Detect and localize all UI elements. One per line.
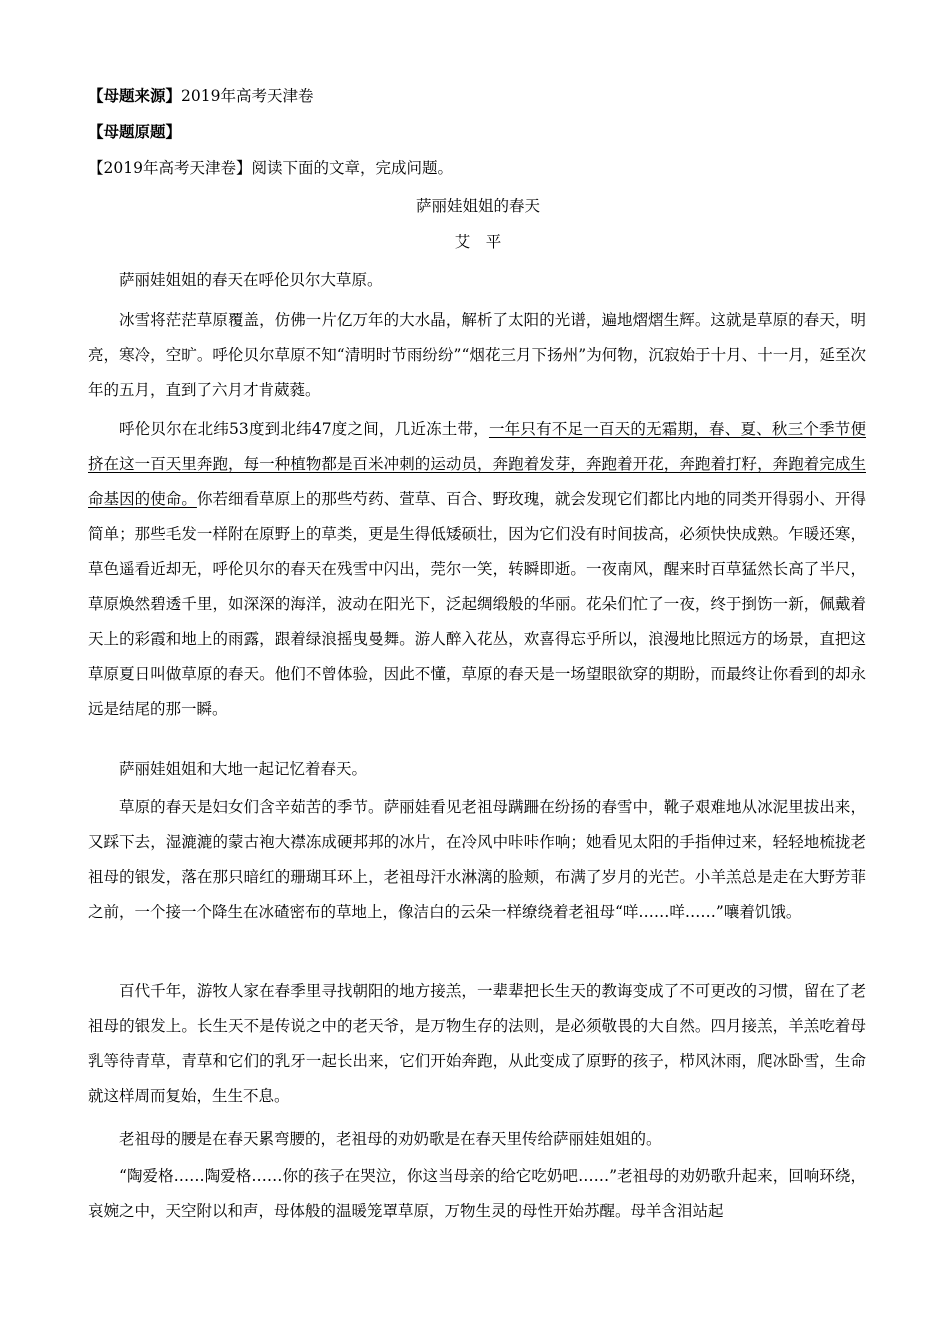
paragraph-3-before: 呼伦贝尔在北纬53度到北纬47度之间，几近冻土带，	[119, 420, 489, 438]
article-author: 艾 平	[454, 233, 502, 251]
intro-tag: 【2019年高考天津卷】	[88, 159, 252, 177]
paragraph-1: 萨丽娃姐姐的春天在呼伦贝尔大草原。	[119, 271, 383, 289]
paragraph-3-underlined: 一年只有不足一百天的无霜期，春、夏、秋三个季节便挤在这一百天里奔跑，每一种植物都是百米冲刺的运动员，奔跑着发芽，奔跑着开花，奔跑着打籽，奔跑着完成生命基因的使命。	[88, 420, 866, 508]
paragraph-4: 萨丽娃姐姐和大地一起记忆着春天。	[119, 760, 368, 778]
original-label: 【母题原题】	[88, 122, 182, 141]
source-label: 【母题来源】	[88, 86, 182, 105]
paragraph-2: 冰雪将茫茫草原覆盖，仿佛一片亿万年的大水晶，解析了太阳的光谱，遍地熠熠生辉。这就是草原的春天，明亮，寒冷，空旷。呼伦贝尔草原不知“清明时节雨纷纷”“烟花三月下扬州”为何物，沉寂始于十月、十一月，延至次年的五月，直到了六月才肯葳蕤。	[88, 311, 866, 399]
paragraph-6: 百代千年，游牧人家在春季里寻找朝阳的地方接羔，一辈辈把长生天的教诲变成了不可更改的习惯，留在了老祖母的银发上。长生天不是传说之中的老天爷，是万物生存的法则，是必须敬畏的大自然。四月接羔，羊羔吃着母乳等待青草，青草和它们的乳牙一起长出来，它们开始奔跑，从此变成了原野的孩子，栉风沐雨，爬冰卧雪，生命就这样周而复始，生生不息。	[88, 982, 866, 1105]
paragraph-3	[88, 412, 866, 732]
intro-text: 阅读下面的文章，完成问题。	[251, 159, 453, 177]
paragraph-7: 老祖母的腰是在春天累弯腰的，老祖母的劝奶歌是在春天里传给萨丽娃姐姐的。	[119, 1130, 662, 1148]
article-title: 萨丽娃姐姐的春天	[415, 197, 540, 215]
intro-line	[88, 158, 868, 178]
paragraph-5: 草原的春天是妇女们含辛茹苦的季节。萨丽娃看见老祖母蹒跚在纷扬的春雪中，靴子艰难地从冰泥里拔出来，又踩下去，湿漉漉的蒙古袍大襟冻成硬邦邦的冰片，在冷风中咔咔作响；她看见太阳的手指伸过来，轻轻地梳拢老祖母的银发，落在那只暗红的珊瑚耳环上，老祖母汗水淋漓的脸颊，布满了岁月的光芒。小羊羔总是走在大野芳菲之前，一个接一个降生在冰碴密布的草地上，像洁白的云朵一样缭绕着老祖母“咩……咩……”嚷着饥饿。	[88, 798, 866, 921]
paragraph-8: “陶爱格……陶爱格……你的孩子在哭泣，你这当母亲的给它吃奶吧……”老祖母的劝奶歌升起来，回响环绕，哀婉之中，天空附以和声，母体般的温暖笼罩草原，万物生灵的母性开始苏醒。母羊含泪站起	[88, 1167, 866, 1220]
source-value: 2019年高考天津卷	[181, 87, 314, 105]
source-line	[88, 86, 868, 106]
paragraph-3-after: 你若细看草原上的那些芍药、萱草、百合、野玫瑰，就会发现它们都比内地的同类开得弱小、开得简单；那些毛发一样附在原野上的草类，更是生得低矮硕壮，因为它们没有时间拔高，必须快快成熟。乍暖还寒，草色遥看近却无，呼伦贝尔的春天在残雪中闪出，莞尔一笑，转瞬即逝。一夜南风，醒来时百草猛然长高了半尺，草原焕然碧透千里，如深深的海洋，波动在阳光下，泛起绸缎般的华丽。花朵们忙了一夜，终于捯饬一新，佩戴着天上的彩霞和地上的雨露，跟着绿浪摇曳曼舞。游人醉入花丛，欢喜得忘乎所以，浪漫地比照远方的场景，直把这草原夏日叫做草原的春天。他们不曾体验，因此不懂，草原的春天是一场望眼欲穿的期盼，而最终让你看到的却永远是结尾的那一瞬。	[88, 490, 866, 718]
